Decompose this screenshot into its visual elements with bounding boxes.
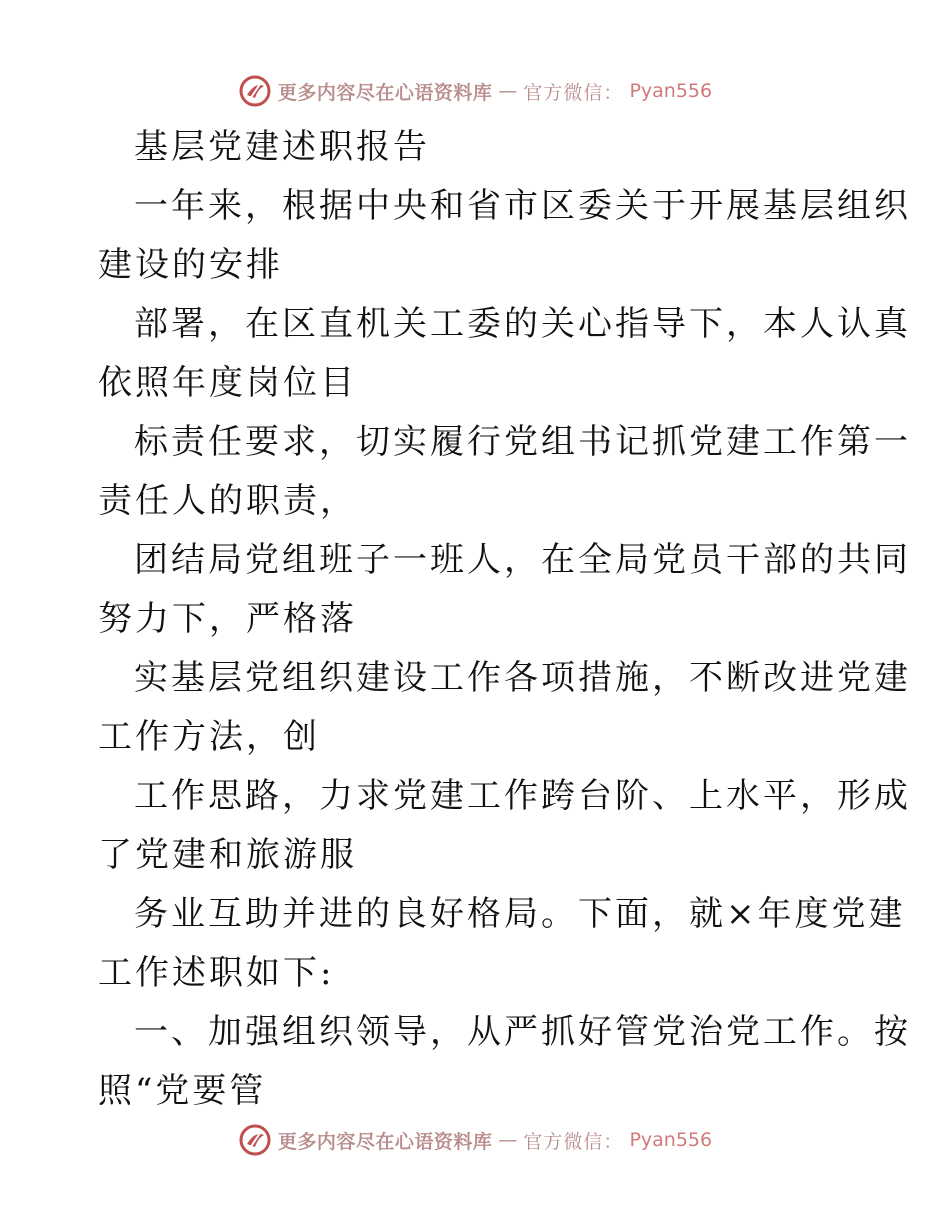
paragraph-line: 一年来，根据中央和省市区委关于开展基层组织 [134, 186, 911, 226]
banner-wechat-id: Pyan556 [629, 1129, 713, 1151]
banner-main-text: 更多内容尽在心语资料库 [277, 1130, 493, 1153]
paragraph-line: 团结局党组班子一班人，在全局党员干部的共同 [134, 540, 911, 580]
document-title: 基层党建述职报告 [134, 127, 430, 167]
paragraph-line: 建设的安排 [98, 245, 283, 285]
document-body [98, 118, 911, 1121]
red-ribbon-logo-icon [238, 1123, 272, 1157]
banner-separator: — [498, 1129, 518, 1151]
red-ribbon-logo-icon [238, 74, 272, 108]
paragraph-line: 了党建和旅游服 [98, 835, 357, 875]
paragraph-line: 工作方法，创 [98, 717, 320, 757]
paragraph-line: 工作思路，力求党建工作跨台阶、上水平，形成 [134, 776, 911, 816]
banner-separator: — [498, 80, 518, 102]
paragraph-line: 标责任要求，切实履行党组书记抓党建工作第一 [134, 422, 911, 462]
banner-main-text: 更多内容尽在心语资料库 [277, 81, 493, 104]
banner-wechat-label: 官方微信： [523, 81, 624, 104]
paragraph-line: 努力下，严格落 [98, 599, 357, 639]
paragraph-line: 依照年度岗位目 [98, 363, 357, 403]
banner-wechat-id: Pyan556 [629, 80, 713, 102]
paragraph-line: 责任人的职责， [98, 481, 357, 521]
paragraph-line: 工作述职如下: [98, 953, 335, 993]
header-watermark-banner [0, 71, 950, 111]
paragraph-line: 照“党要管 [98, 1071, 267, 1111]
banner-wechat-label: 官方微信： [523, 1130, 624, 1153]
paragraph-line: 务业互助并进的良好格局。下面，就×年度党建 [134, 894, 906, 934]
section-heading-line: 一、加强组织领导，从严抓好管党治党工作。按 [134, 1012, 911, 1052]
paragraph-line: 部署，在区直机关工委的关心指导下，本人认真 [134, 304, 911, 344]
paragraph-line: 实基层党组织建设工作各项措施，不断改进党建 [134, 658, 911, 698]
footer-watermark-banner [0, 1120, 950, 1160]
